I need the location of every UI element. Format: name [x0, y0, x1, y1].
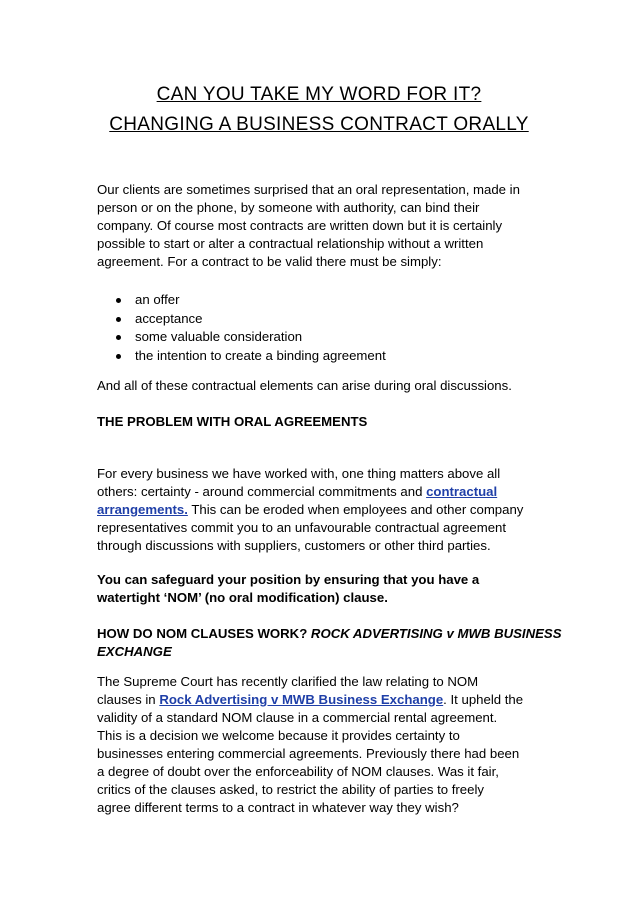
list-item-text: an offer: [135, 292, 180, 307]
contractual-arrangements-link[interactable]: contractual: [426, 484, 498, 499]
safeguard-paragraph: [97, 571, 547, 607]
list-item: [97, 347, 386, 366]
list-item-text: acceptance: [135, 310, 203, 326]
list-item: [97, 291, 386, 310]
list-item: [97, 310, 386, 329]
intro-line: Our clients are sometimes surprised that an oral representation, made in: [97, 182, 520, 197]
intro-line: possible to start or alter a contractual relationship without a written: [97, 236, 484, 251]
court-line-text: . It upheld the: [443, 692, 524, 707]
intro-line: person or on the phone, by someone with authority, can bind their: [97, 200, 480, 215]
problem-line-text: This can be eroded when employees and other company: [187, 502, 524, 517]
court-line: This is a decision we welcome because it provides certainty to: [97, 728, 460, 743]
court-line-text: clauses in: [97, 692, 160, 707]
problem-paragraph: [97, 465, 547, 555]
court-line: critics of the clauses asked, to restrict the ability of parties to freely: [97, 782, 484, 797]
section-heading-text: THE PROBLEM WITH ORAL AGREEMENTS: [97, 414, 368, 429]
summary-text: And all of these contractual elements can arise during oral discussions.: [97, 378, 512, 393]
problem-line: For every business we have worked with, one thing matters above all: [97, 466, 501, 481]
case-name-text: ROCK ADVERTISING v MWB BUSINESS: [310, 626, 562, 641]
problem-line: representatives commit you to an unfavourable contractual agreement: [97, 520, 507, 535]
page-title-line-1: CAN YOU TAKE MY WORD FOR IT?: [156, 84, 482, 105]
list-item-text: the intention to create a binding agreement: [135, 347, 386, 363]
bullet-icon: [116, 298, 121, 303]
contractual-arrangements-link-continued[interactable]: arrangements.: [97, 502, 188, 517]
court-line: [97, 691, 547, 709]
list-item-text: some valuable consideration: [135, 329, 303, 344]
court-line: agree different terms to a contract in whatever way they wish?: [97, 800, 459, 815]
section-heading-text: HOW DO NOM CLAUSES WORK?: [97, 626, 311, 641]
section-heading-line: [97, 625, 562, 643]
problem-line-text: others: certainty - around commercial commitments and: [97, 484, 427, 499]
section-heading-nom: [97, 625, 562, 661]
bullet-icon: [116, 335, 121, 340]
section-heading-problem: [97, 413, 547, 431]
rock-advertising-link[interactable]: Rock Advertising v MWB Business Exchange: [159, 692, 444, 707]
court-line: a degree of doubt over the enforceability of NOM clauses. Was it fair,: [97, 764, 499, 779]
intro-line: company. Of course most contracts are written down but it is certainly: [97, 218, 503, 233]
safeguard-line: You can safeguard your position by ensuring that you have a: [97, 572, 480, 587]
safeguard-line: watertight ‘NOM’ (no oral modification) clause.: [97, 590, 388, 605]
intro-line: agreement. For a contract to be valid there must be simply:: [97, 254, 442, 269]
court-line: businesses entering commercial agreements. Previously there had been: [97, 746, 520, 761]
problem-line: [97, 501, 547, 519]
problem-line: through discussions with suppliers, customers or other third parties.: [97, 538, 491, 553]
list-item: [97, 328, 386, 347]
case-name-text: EXCHANGE: [97, 644, 172, 659]
summary-paragraph: [97, 377, 547, 395]
problem-line: [97, 483, 547, 501]
intro-paragraph: [97, 181, 547, 271]
page-title-line-2: CHANGING A BUSINESS CONTRACT ORALLY: [109, 114, 529, 135]
bullet-icon: [116, 317, 121, 322]
court-line: validity of a standard NOM clause in a commercial rental agreement.: [97, 710, 498, 725]
bullet-icon: [116, 354, 121, 359]
court-paragraph: [97, 673, 547, 817]
court-line: The Supreme Court has recently clarified the law relating to NOM: [97, 674, 479, 689]
requirements-list: [97, 291, 386, 365]
